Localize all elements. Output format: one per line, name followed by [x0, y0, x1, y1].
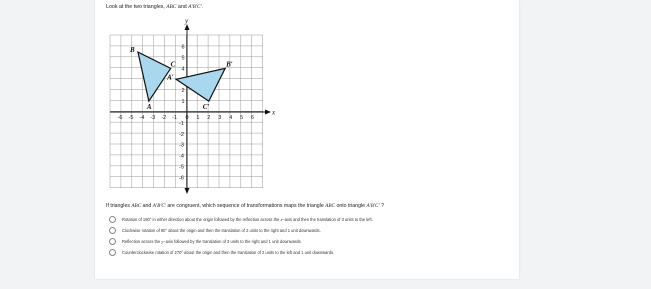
x-tick-label: -6	[117, 115, 123, 121]
answer-option-3[interactable]	[109, 236, 373, 247]
question-text: If triangles ABC and A′B′C′ are congruent, which sequence of transformations maps the triangle ABC onto triangle A′B′C′ ?	[106, 203, 384, 209]
y-tick-label: -2	[179, 131, 184, 138]
x-tick-label: -4	[139, 115, 145, 121]
vertex-label-c: C	[170, 60, 176, 69]
x-tick-label: -3	[150, 115, 156, 121]
y-tick-label: 1	[181, 99, 185, 106]
x-axis-arrow	[265, 110, 271, 115]
vertex-label-b: B	[129, 46, 135, 55]
answer-option-4[interactable]	[109, 247, 373, 258]
y-axis-arrow-down	[185, 188, 190, 194]
y-tick-label: -4	[179, 153, 184, 160]
triangle-a-prime-b-prime-c-prime	[176, 68, 225, 101]
answer-option-2[interactable]	[109, 225, 373, 236]
x-tick-label: -2	[161, 115, 167, 121]
y-tick-label: -6	[179, 175, 184, 182]
y-axis-label: y	[185, 17, 189, 25]
x-tick-label: -1	[172, 115, 177, 121]
y-tick-label: 5	[181, 55, 185, 62]
vertex-label-b-prime: B′	[226, 60, 233, 69]
radio-button[interactable]	[109, 227, 116, 234]
option-label: Reflection across the y−axis followed by the translation of 3 units to the right and 1 unit downwards.	[122, 239, 302, 244]
coordinate-graph	[95, 0, 519, 200]
y-tick-label: -1	[179, 120, 184, 127]
x-tick-label: 5	[240, 115, 244, 121]
grid-lines	[110, 35, 263, 188]
y-tick-label: 6	[181, 44, 185, 51]
tick-labels	[118, 45, 254, 182]
intro-text: Look at the two triangles, ABC and A′B′C′.	[106, 4, 204, 10]
y-tick-label: -5	[179, 164, 184, 171]
x-tick-label: -5	[128, 115, 134, 121]
x-tick-label: 2	[207, 115, 211, 121]
option-label: Counterclockwise rotation of 270° about the origin and then the translation of 2 units to the left and 1 unit downwards.	[122, 250, 335, 255]
x-axis-label: x	[272, 108, 276, 117]
radio-button[interactable]	[109, 249, 116, 256]
answer-options	[109, 214, 373, 258]
radio-button[interactable]	[109, 238, 116, 245]
vertex-label-a-prime: A′	[167, 73, 174, 82]
x-tick-label: 0	[185, 115, 189, 121]
x-tick-label: 3	[218, 115, 222, 121]
option-label: Rotation of 180° in either direction about the origin followed by the reflection across the x−axis and then the translation of 3 units to the left.	[122, 217, 373, 222]
vertex-label-a: A	[146, 103, 152, 112]
x-tick-label: 6	[250, 115, 254, 121]
answer-option-1[interactable]	[109, 214, 373, 225]
x-tick-label: 1	[196, 115, 200, 121]
y-tick-label: 2	[181, 88, 185, 95]
x-tick-label: 4	[229, 115, 233, 121]
radio-button[interactable]	[109, 216, 116, 223]
axes	[110, 17, 276, 194]
y-tick-label: -3	[179, 142, 184, 149]
question-card	[95, 0, 519, 279]
option-label: Clockwise rotation of 90° about the origin and then the translation of 2 units to the right and 1 unit downwards.	[122, 228, 321, 233]
y-tick-label: 4	[181, 66, 185, 73]
vertex-label-c-prime: C′	[202, 103, 210, 112]
